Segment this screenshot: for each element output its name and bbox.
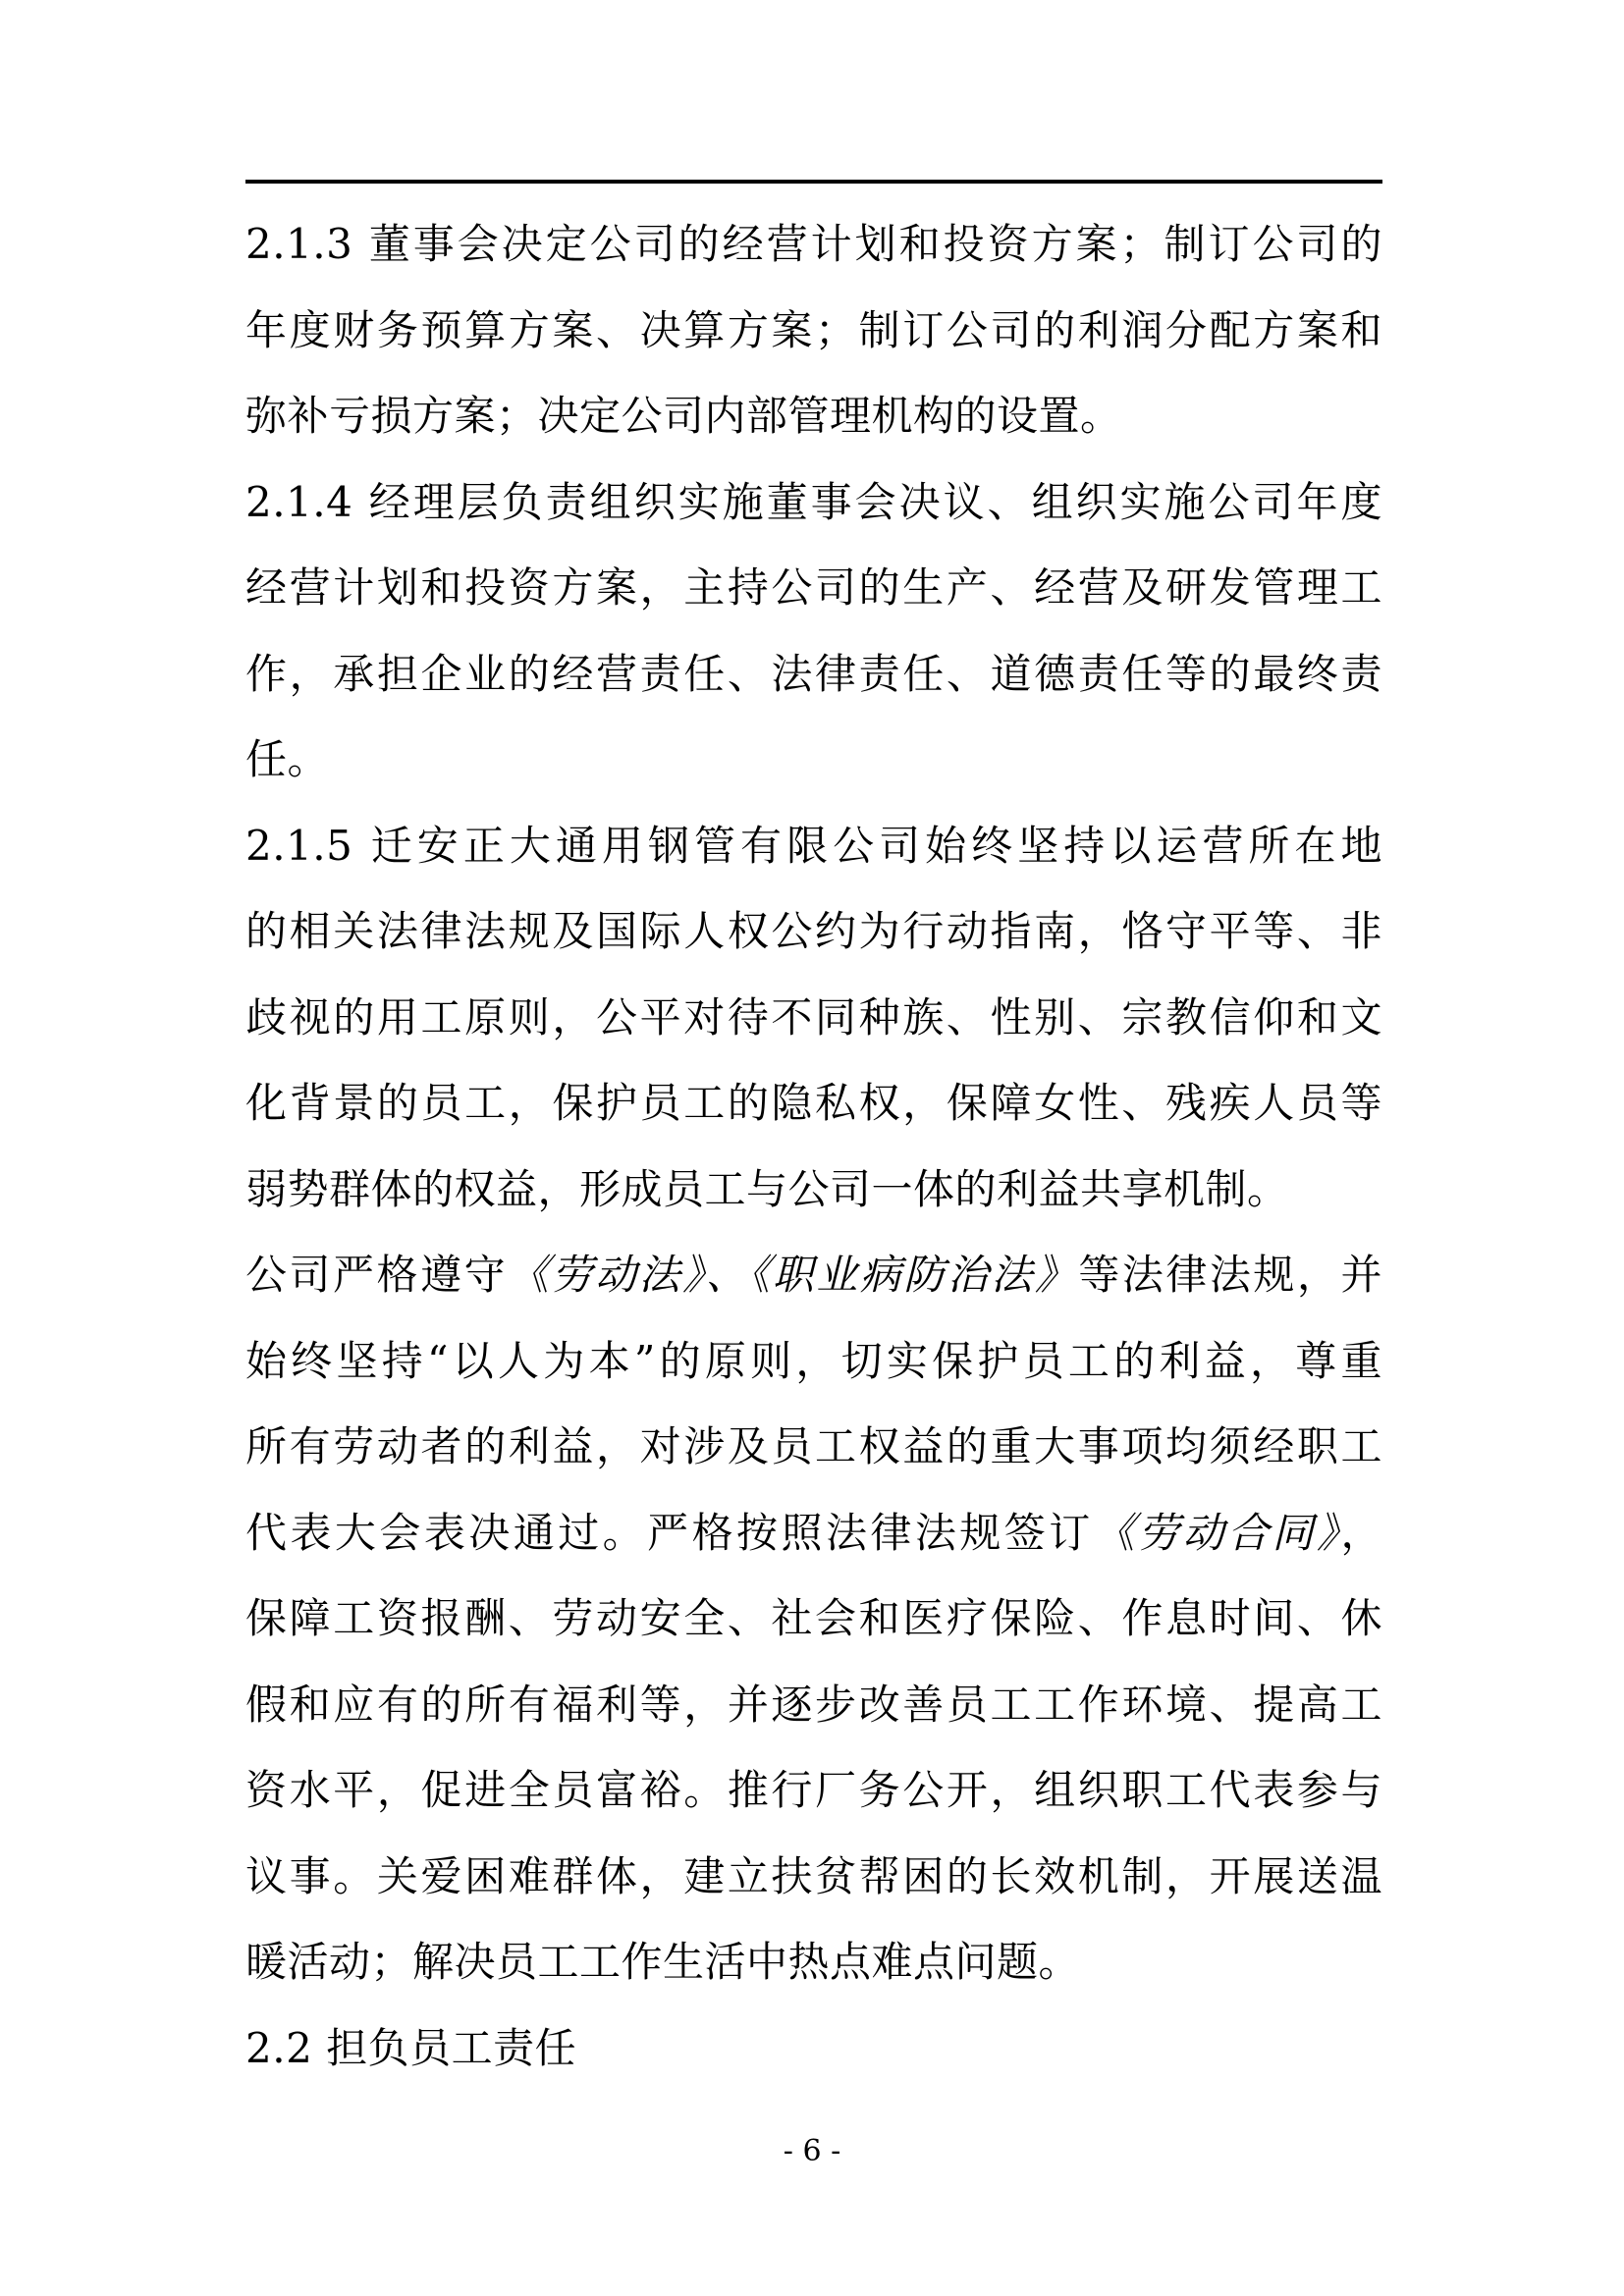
text-line: 资水平，促进全员富裕。推行厂务公开，组织职工代表参与 [245, 1766, 1382, 1814]
page-number: - 6 - [783, 2134, 841, 2168]
text-line: 假和应有的所有福利等，并逐步改善员工工作环境、提高工 [245, 1680, 1382, 1729]
text-line: 经营计划和投资方案，主持公司的生产、经营及研发管理工 [245, 563, 1382, 612]
law-title-citation: 《劳动法》、《职业病防治法》 [508, 1251, 1079, 1299]
text-segment: 代表大会表决通过。严格按照法律法规签订 [245, 1508, 1094, 1557]
text-line: 的相关法律法规及国际人权公约为行动指南，恪守平等、非 [245, 907, 1382, 955]
text-line: 化背景的员工，保护员工的隐私权，保障女性、残疾人员等 [245, 1079, 1382, 1127]
text-line: 2.2 担负员工责任 [245, 2023, 577, 2072]
document-body [245, 201, 1382, 2091]
text-line: 议事。关爱困难群体，建立扶贫帮困的长效机制，开展送温 [245, 1851, 1382, 1900]
text-line: 弱势群体的权益，形成员工与公司一体的利益共享机制。 [245, 1164, 1289, 1213]
text-segment: ， [1340, 1508, 1382, 1557]
text-line: 所有劳动者的利益，对涉及员工权益的重大事项均须经职工 [245, 1422, 1382, 1470]
header-rule [245, 180, 1382, 184]
text-line: 年度财务预算方案、决算方案；制订公司的利润分配方案和 [245, 305, 1382, 354]
text-line: 2.1.3 董事会决定公司的经营计划和投资方案；制订公司的 [245, 220, 1382, 268]
law-title-citation: 《劳动合同》 [1093, 1508, 1341, 1557]
text-line: 2.1.5 迁安正大通用钢管有限公司始终坚持以运营所在地 [245, 821, 1382, 870]
text-line [245, 1232, 1382, 1318]
text-line: 作，承担企业的经营责任、法律责任、道德责任等的最终责 [245, 649, 1382, 698]
text-line: 歧视的用工原则，公平对待不同种族、性别、宗教信仰和文 [245, 992, 1382, 1041]
text-line: 暖活动；解决员工工作生活中热点难点问题。 [245, 1938, 1081, 1986]
text-line: 保障工资报酬、劳动安全、社会和医疗保险、作息时间、休 [245, 1594, 1382, 1642]
text-line [245, 1490, 1382, 1576]
text-line: 弥补亏损方案；决定公司内部管理机构的设置。 [245, 392, 1122, 440]
text-segment: 等法律法规，并 [1078, 1251, 1382, 1299]
text-line: 2.1.4 经理层负责组织实施董事会决议、组织实施公司年度 [245, 477, 1382, 526]
text-line: 始终坚持“以人为本”的原则，切实保护员工的利益，尊重 [245, 1336, 1382, 1385]
page-footer [0, 2132, 1624, 2171]
text-segment: 公司严格遵守 [245, 1251, 509, 1299]
text-line: 任。 [245, 735, 330, 783]
